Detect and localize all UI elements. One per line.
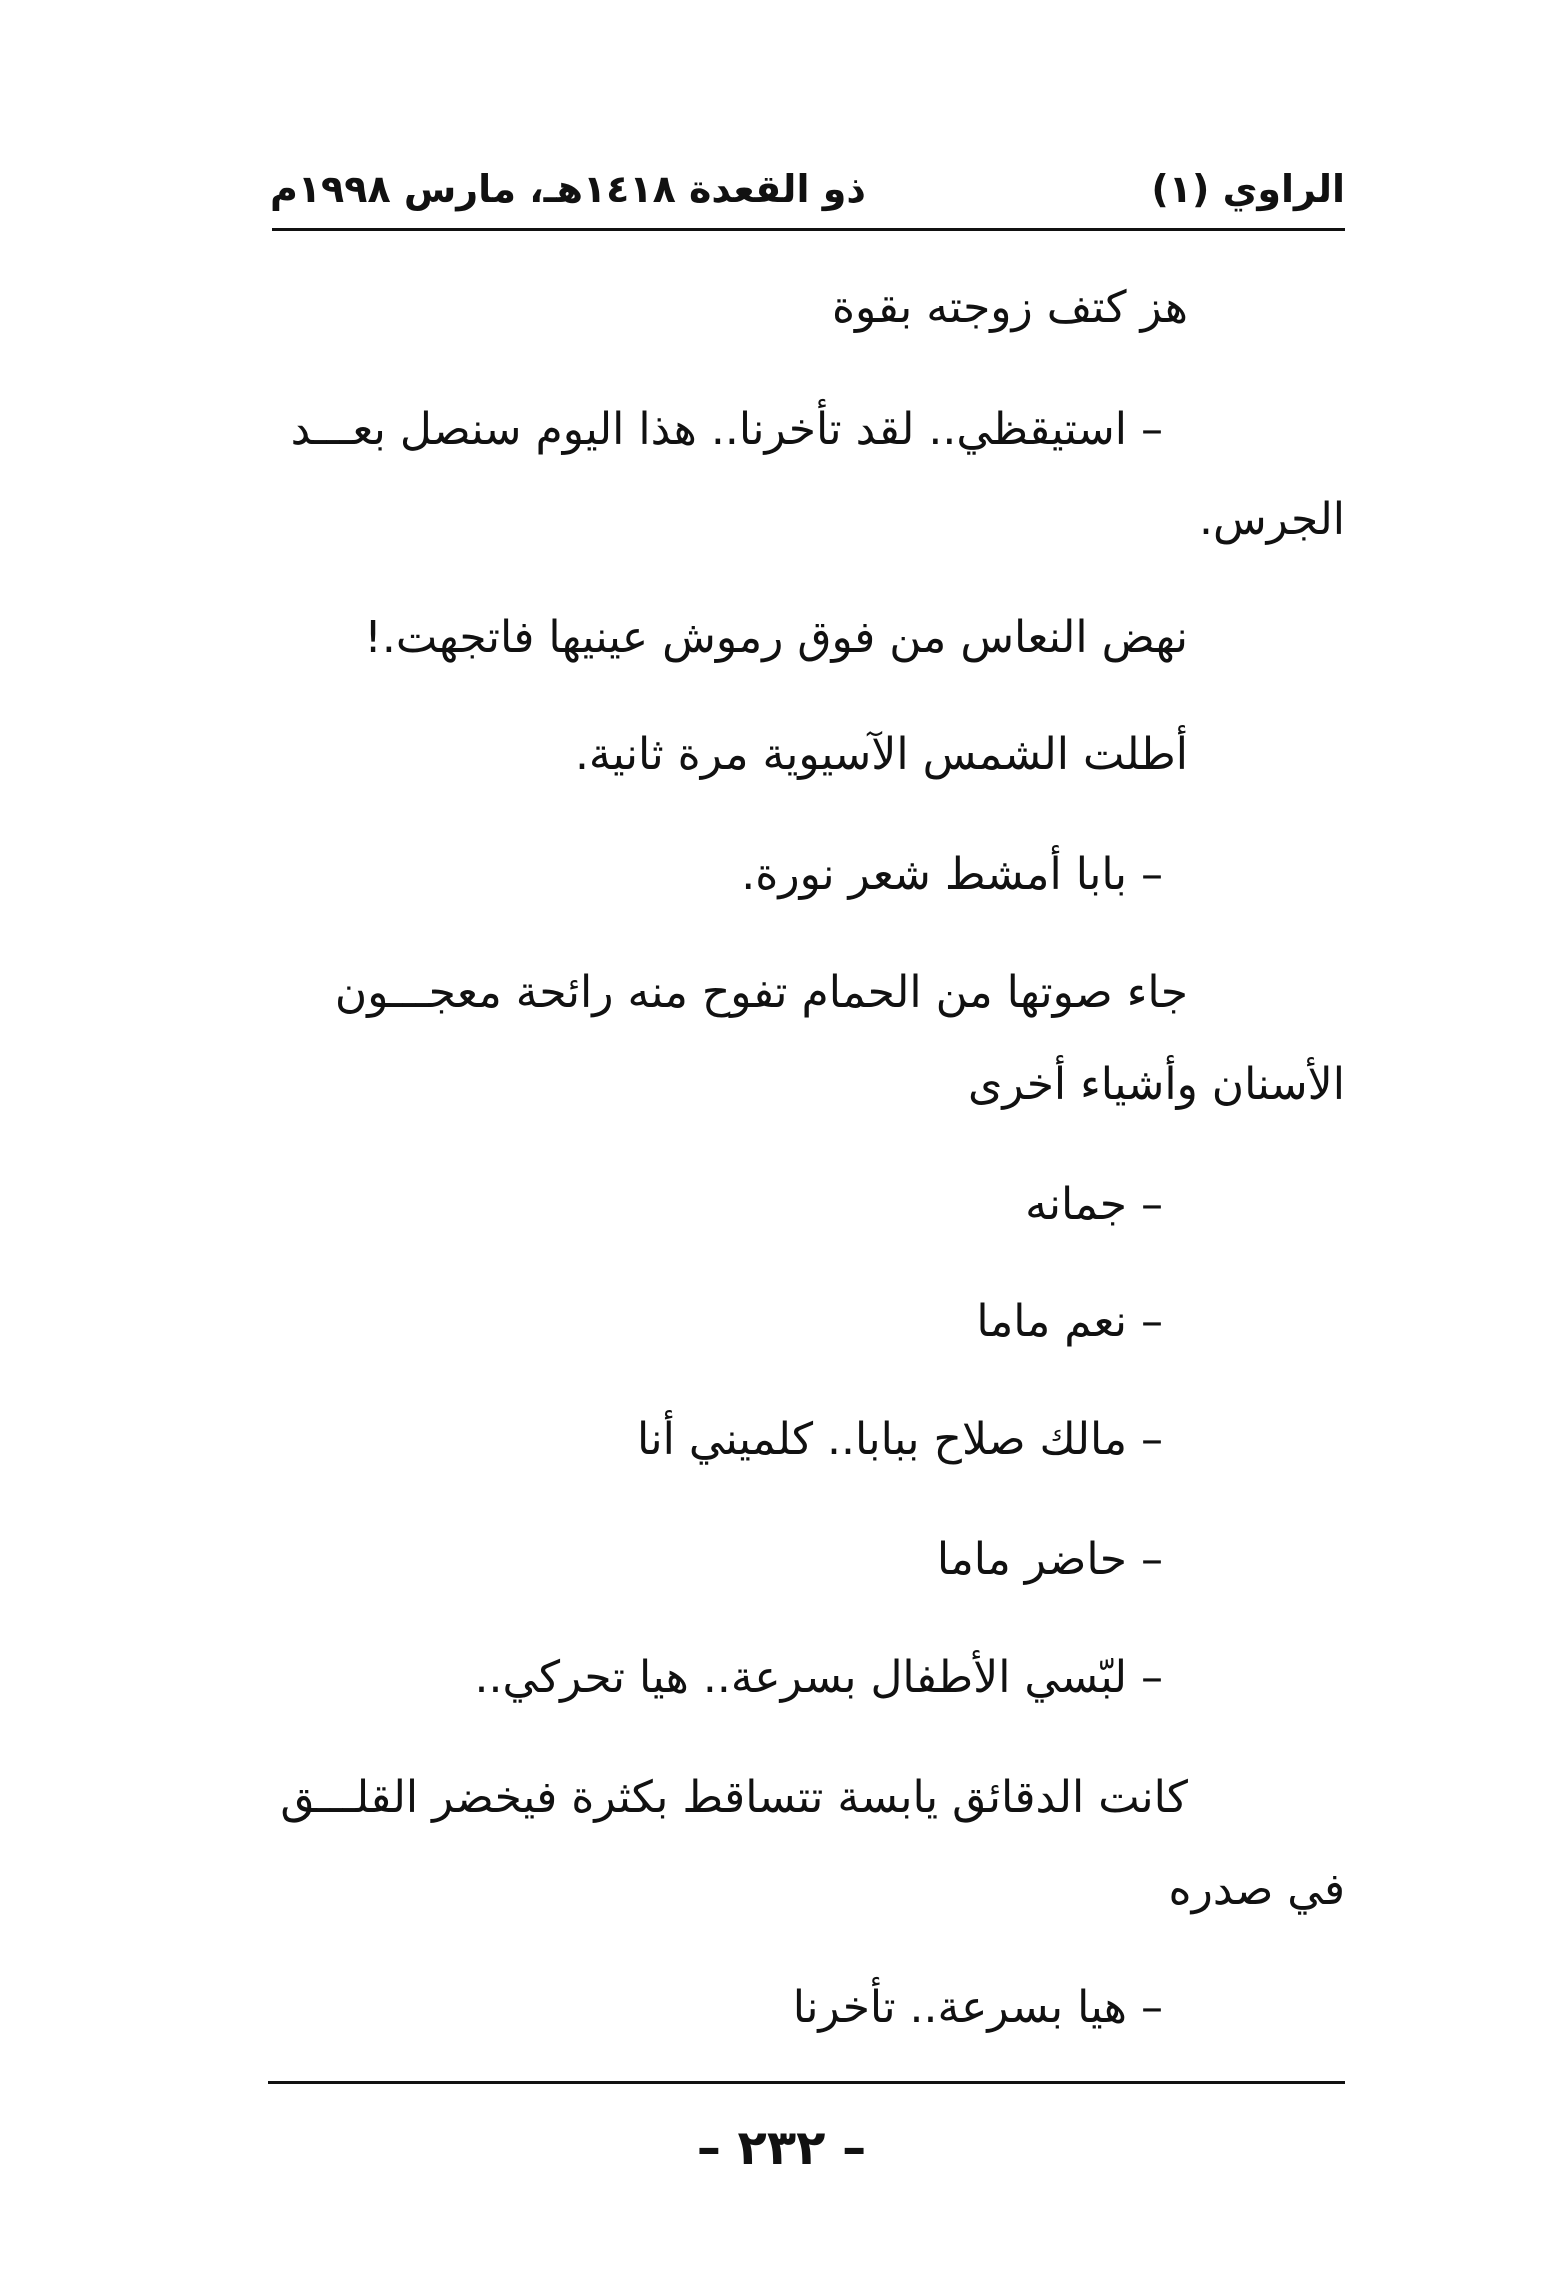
text-line: كانت الدقائق يابسة تتساقط بكثرة فيخضر القلـــق [280, 1772, 1188, 1823]
footer-divider [268, 2081, 1345, 2084]
text-line: نهض النعاس من فوق رموش عينيها فاتجهت.! [364, 612, 1188, 663]
running-header [270, 158, 1345, 220]
header-divider [272, 228, 1345, 231]
text-line: – هيا بسرعة.. تأخرنا [792, 1982, 1163, 2033]
text-line: جاء صوتها من الحمام تفوح منه رائحة معجـــون [334, 967, 1188, 1018]
text-line: – جمانه [1025, 1179, 1163, 1230]
text-line: هز كتف زوجته بقوة [831, 282, 1188, 333]
text-line: – استيقظي.. لقد تأخرنا.. هذا اليوم سنصل بعـــد [290, 404, 1163, 455]
text-line: – مالك صلاح ببابا.. كلميني أنا [636, 1414, 1163, 1465]
text-line: – لبّسي الأطفال بسرعة.. هيا تحركي.. [474, 1652, 1163, 1703]
header-book-title: الراوي (١) [1151, 167, 1345, 211]
text-line: أطلت الشمس الآسيوية مرة ثانية. [574, 729, 1188, 780]
text-line: الجرس. [1198, 494, 1345, 545]
text-line: الأسنان وأشياء أخرى [967, 1059, 1345, 1110]
text-line: في صدره [1168, 1864, 1345, 1915]
text-line: – بابا أمشط شعر نورة. [741, 849, 1163, 900]
header-issue-date: ذو القعدة ١٤١٨هـ، مارس ١٩٩٨م [270, 167, 866, 211]
text-line: – نعم ماما [976, 1296, 1163, 1347]
text-line: – حاضر ماما [936, 1534, 1163, 1585]
page-number: – ٢٣٢ – [696, 2120, 867, 2176]
